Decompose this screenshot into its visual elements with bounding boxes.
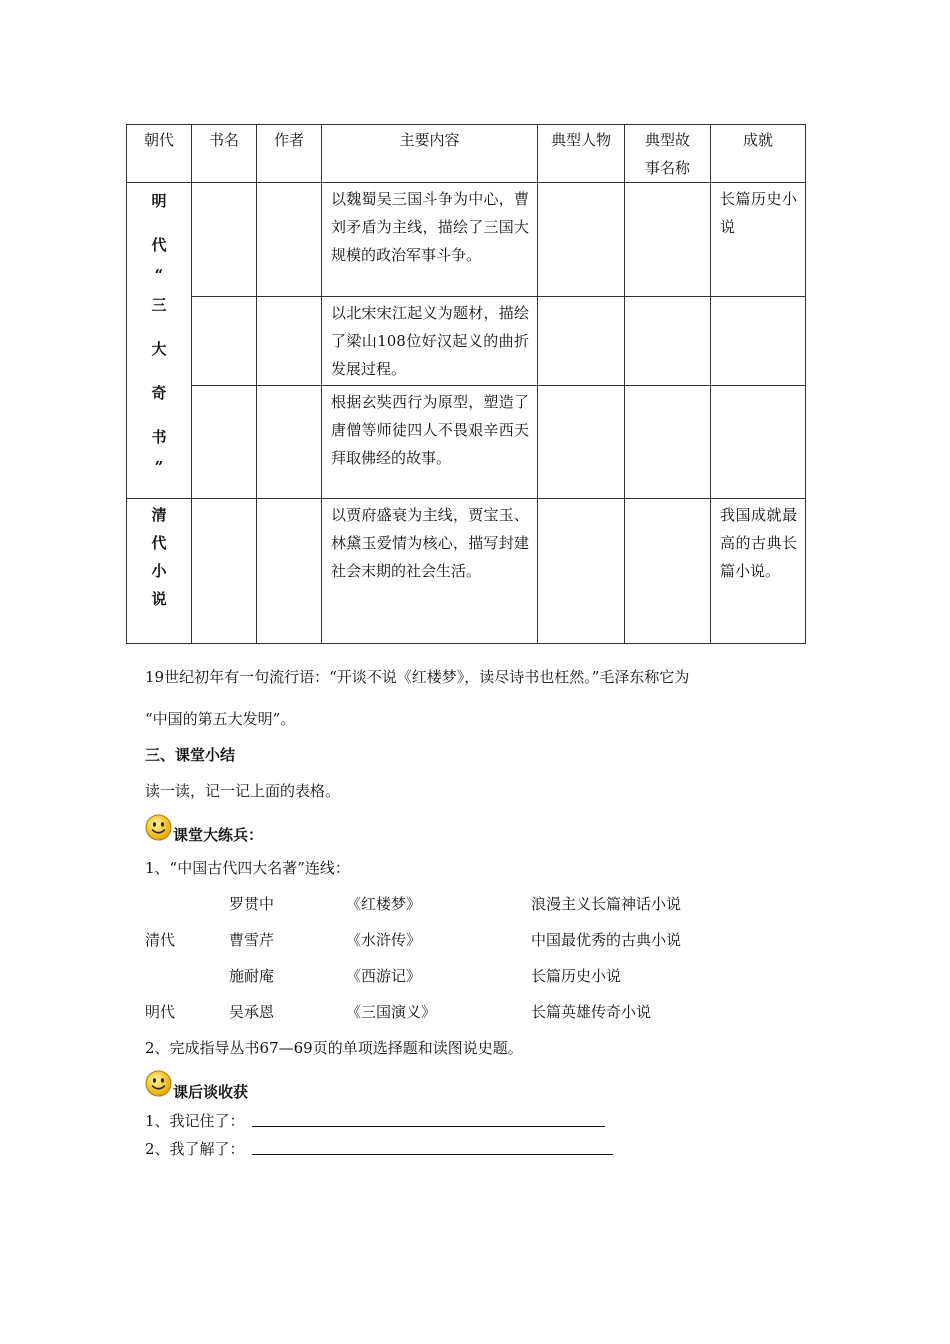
qing-char: 小 — [151, 562, 167, 580]
content-cell: 以魏蜀吴三国斗争为中心，曹刘矛盾为主线，描绘了三国大规模的政治军事斗争。 — [322, 183, 538, 297]
story-cell — [625, 499, 711, 644]
match-dynasty: 清代 — [145, 931, 176, 949]
practice-question-2: 2、完成指导丛书67—69页的单项选择题和读图说史题。 — [145, 1039, 523, 1057]
match-description: 中国最优秀的古典小说 — [531, 931, 682, 949]
ming-char: 大 — [151, 340, 167, 358]
content-cell: 根据玄奘西行为原型，塑造了唐僧等师徒四人不畏艰辛西天拜取佛经的故事。 — [322, 386, 538, 499]
book-cell — [192, 183, 257, 297]
match-book: 《水浒传》 — [346, 931, 422, 949]
book-cell — [192, 386, 257, 499]
content-cell: 以北宋宋江起义为题材，描绘了梁山108位好汉起义的曲折发展过程。 — [322, 297, 538, 386]
ming-char: 代 — [151, 236, 167, 254]
achievement-cell: 长篇历史小说 — [711, 183, 806, 297]
paragraph-line2: “中国的第五大发明”。 — [145, 710, 296, 728]
paragraph-line1: 19世纪初年有一句流行语：“开谈不说《红楼梦》，读尽诗书也枉然。”毛泽东称它为 — [145, 668, 690, 686]
table-header-row — [127, 125, 806, 183]
author-cell — [257, 183, 322, 297]
achievement-cell — [711, 297, 806, 386]
match-book: 《三国演义》 — [346, 1003, 437, 1021]
dynasty-ming-label — [127, 183, 191, 497]
match-author: 曹雪芹 — [229, 931, 275, 949]
ming-char: 奇 — [151, 384, 167, 402]
author-cell — [257, 297, 322, 386]
header-characters: 典型人物 — [538, 125, 625, 183]
table-row — [127, 386, 806, 499]
header-typical-story — [625, 125, 711, 183]
book-cell — [192, 297, 257, 386]
harvest-item-2: 2、我了解了： — [145, 1140, 245, 1158]
qing-char: 代 — [151, 534, 167, 552]
match-book: 《红楼梦》 — [346, 895, 422, 913]
story-cell — [625, 183, 711, 297]
practice-question-1: 1、“中国古代四大名著”连线： — [145, 859, 350, 877]
match-dynasty: 明代 — [145, 1003, 176, 1021]
summary-text: 读一读，记一记上面的表格。 — [145, 782, 341, 800]
table-row — [127, 297, 806, 386]
story-cell — [625, 297, 711, 386]
header-typical-story-line1: 典型故 — [644, 131, 690, 149]
match-description: 浪漫主义长篇神话小说 — [531, 895, 682, 913]
book-cell — [192, 499, 257, 644]
characters-cell — [538, 297, 625, 386]
qing-char: 清 — [151, 506, 167, 524]
section-title-harvest: 课后谈收获 — [173, 1083, 249, 1101]
header-typical-story-line2: 事名称 — [644, 159, 690, 177]
match-author: 施耐庵 — [229, 967, 275, 985]
harvest-answer-line-1[interactable] — [252, 1126, 605, 1127]
characters-cell — [538, 499, 625, 644]
header-author: 作者 — [257, 125, 322, 183]
header-book: 书名 — [192, 125, 257, 183]
characters-cell — [538, 183, 625, 297]
match-description: 长篇历史小说 — [531, 967, 622, 985]
content-cell: 以贾府盛衰为主线，贾宝玉、林黛玉爱情为核心，描写封建社会末期的社会生活。 — [322, 499, 538, 644]
smiley-face-icon — [145, 814, 172, 841]
table-row — [127, 499, 806, 644]
author-cell — [257, 499, 322, 644]
section-title-practice: 课堂大练兵： — [173, 826, 264, 844]
ming-char: ” — [154, 458, 164, 476]
match-description: 长篇英雄传奇小说 — [531, 1003, 652, 1021]
achievement-cell: 我国成就最高的古典长篇小说。 — [711, 499, 806, 644]
match-book: 《西游记》 — [346, 967, 422, 985]
section-title-summary: 三、课堂小结 — [145, 746, 236, 764]
ming-char: 明 — [151, 192, 167, 210]
ming-char: “ — [154, 266, 164, 284]
ming-char: 三 — [151, 296, 167, 314]
story-cell — [625, 386, 711, 499]
ming-char: 书 — [151, 428, 167, 446]
smiley-face-icon — [145, 1070, 172, 1097]
dynasty-qing-label — [127, 499, 191, 613]
header-achievement: 成就 — [711, 125, 806, 183]
dynasty-qing-cell — [127, 499, 192, 644]
harvest-answer-line-2[interactable] — [252, 1154, 613, 1155]
table-row — [127, 183, 806, 297]
header-dynasty: 朝代 — [127, 125, 192, 183]
achievement-cell — [711, 386, 806, 499]
characters-cell — [538, 386, 625, 499]
qing-char: 说 — [151, 590, 167, 608]
header-content: 主要内容 — [322, 125, 538, 183]
novels-table — [126, 124, 806, 644]
harvest-item-1: 1、我记住了： — [145, 1112, 245, 1130]
match-author: 罗贯中 — [229, 895, 275, 913]
author-cell — [257, 386, 322, 499]
match-author: 吴承恩 — [229, 1003, 275, 1021]
dynasty-ming-cell — [127, 183, 192, 499]
